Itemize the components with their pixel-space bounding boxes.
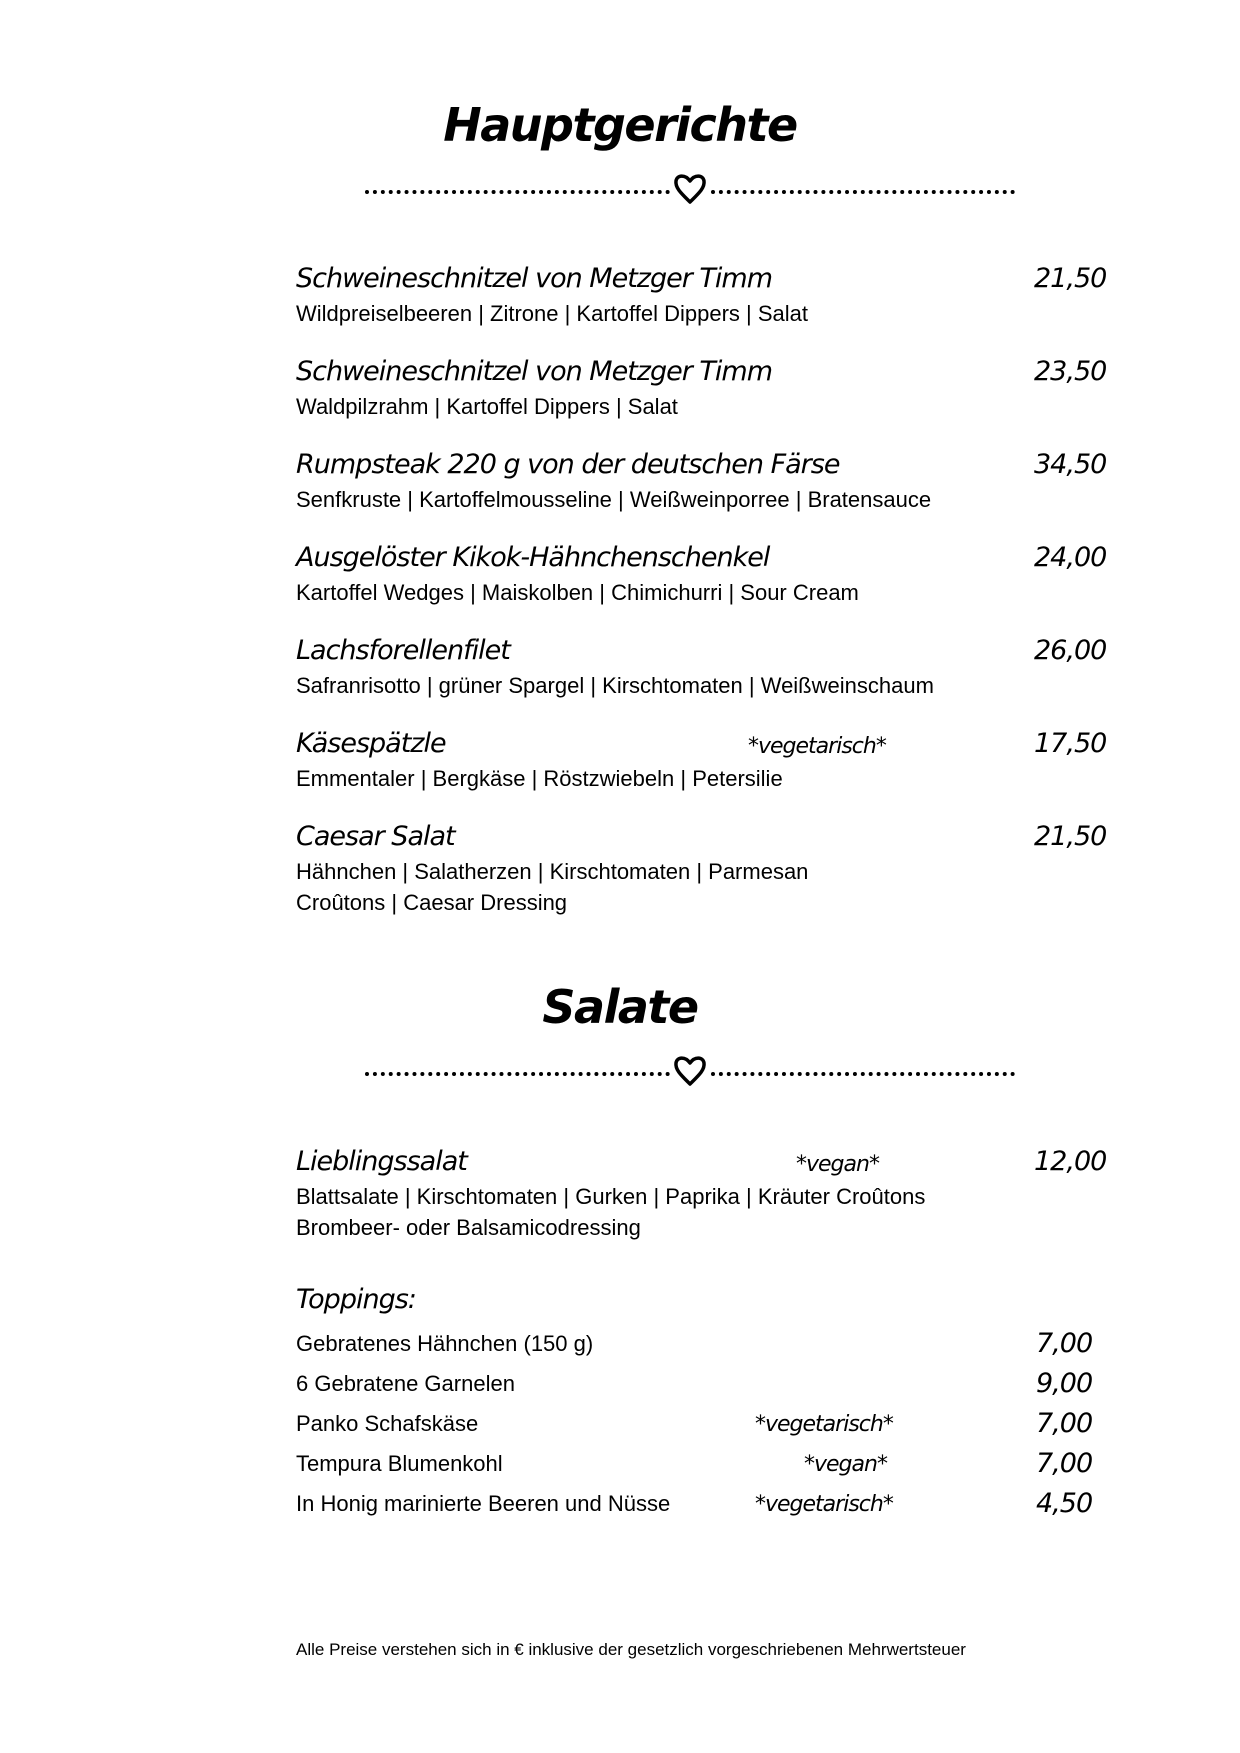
item-description: Senfkruste | Kartoffelmousseline | Weißweinporree | Bratensauce — [296, 487, 932, 512]
topping-price: 7,00 — [1036, 1448, 1093, 1479]
topping-name: 6 Gebratene Garnelen — [296, 1371, 515, 1396]
item-price: 34,50 — [1034, 449, 1107, 480]
item-price: 17,50 — [1034, 728, 1107, 759]
topping-dietary-tag: *vegan* — [804, 1452, 887, 1477]
topping-name: In Honig marinierte Beeren und Nüsse — [296, 1491, 671, 1516]
item-price: 21,50 — [1034, 263, 1107, 294]
item-description: Blattsalate | Kirschtomaten | Gurken | Paprika | Kräuter Croûtons — [296, 1184, 926, 1209]
item-name: Schweineschnitzel von Metzger Timm — [296, 356, 772, 387]
item-description: Emmentaler | Bergkäse | Röstzwiebeln | Petersilie — [296, 766, 783, 791]
divider-dots-right — [711, 190, 1015, 194]
topping-name: Tempura Blumenkohl — [296, 1451, 503, 1476]
topping-price: 7,00 — [1036, 1328, 1093, 1359]
item-name: Caesar Salat — [296, 821, 455, 852]
heart-icon — [672, 1052, 708, 1088]
item-dietary-tag: *vegetarisch* — [748, 734, 886, 759]
item-name: Lachsforellenfilet — [296, 635, 510, 666]
item-price: 21,50 — [1034, 821, 1107, 852]
section-divider — [365, 176, 1015, 206]
topping-dietary-tag: *vegetarisch* — [755, 1492, 893, 1517]
topping-row — [296, 1366, 1096, 1402]
topping-name: Gebratenes Hähnchen (150 g) — [296, 1331, 594, 1356]
item-description: Safranrisotto | grüner Spargel | Kirschtomaten | Weißweinschaum — [296, 673, 934, 698]
topping-row — [296, 1326, 1096, 1362]
price-footnote: Alle Preise verstehen sich in € inklusive der gesetzlich vorgeschriebenen Mehrwertsteuer — [296, 1640, 966, 1659]
item-description: Wildpreiselbeeren | Zitrone | Kartoffel Dippers | Salat — [296, 301, 808, 326]
item-description: Waldpilzrahm | Kartoffel Dippers | Salat — [296, 394, 678, 419]
item-name: Schweineschnitzel von Metzger Timm — [296, 263, 772, 294]
section-title-salads: Salate — [542, 980, 698, 1034]
section-divider — [365, 1058, 1015, 1088]
item-price: 12,00 — [1034, 1146, 1107, 1177]
toppings-heading: Toppings: — [296, 1284, 416, 1315]
topping-price: 7,00 — [1036, 1408, 1093, 1439]
topping-row — [296, 1446, 1096, 1482]
item-name: Rumpsteak 220 g von der deutschen Färse — [296, 449, 840, 480]
item-name: Ausgelöster Kikok-Hähnchenschenkel — [296, 542, 770, 573]
item-description: Kartoffel Wedges | Maiskolben | Chimichurri | Sour Cream — [296, 580, 859, 605]
item-description: Croûtons | Caesar Dressing — [296, 890, 568, 915]
topping-dietary-tag: *vegetarisch* — [755, 1412, 893, 1437]
item-dietary-tag: *vegan* — [796, 1152, 879, 1177]
topping-row — [296, 1406, 1096, 1442]
item-name: Lieblingssalat — [296, 1146, 467, 1177]
item-description: Hähnchen | Salatherzen | Kirschtomaten | Parmesan — [296, 859, 809, 884]
divider-dots-left — [365, 1072, 670, 1076]
item-description: Brombeer- oder Balsamicodressing — [296, 1215, 641, 1240]
section-title-main: Hauptgerichte — [443, 98, 797, 152]
divider-dots-left — [365, 190, 670, 194]
item-price: 26,00 — [1034, 635, 1107, 666]
topping-name: Panko Schafskäse — [296, 1411, 479, 1436]
topping-price: 4,50 — [1036, 1488, 1093, 1519]
item-name: Käsespätzle — [296, 728, 446, 759]
heart-icon — [672, 170, 708, 206]
divider-dots-right — [711, 1072, 1015, 1076]
topping-price: 9,00 — [1036, 1368, 1093, 1399]
topping-row — [296, 1486, 1096, 1522]
item-price: 23,50 — [1034, 356, 1107, 387]
item-price: 24,00 — [1034, 542, 1107, 573]
